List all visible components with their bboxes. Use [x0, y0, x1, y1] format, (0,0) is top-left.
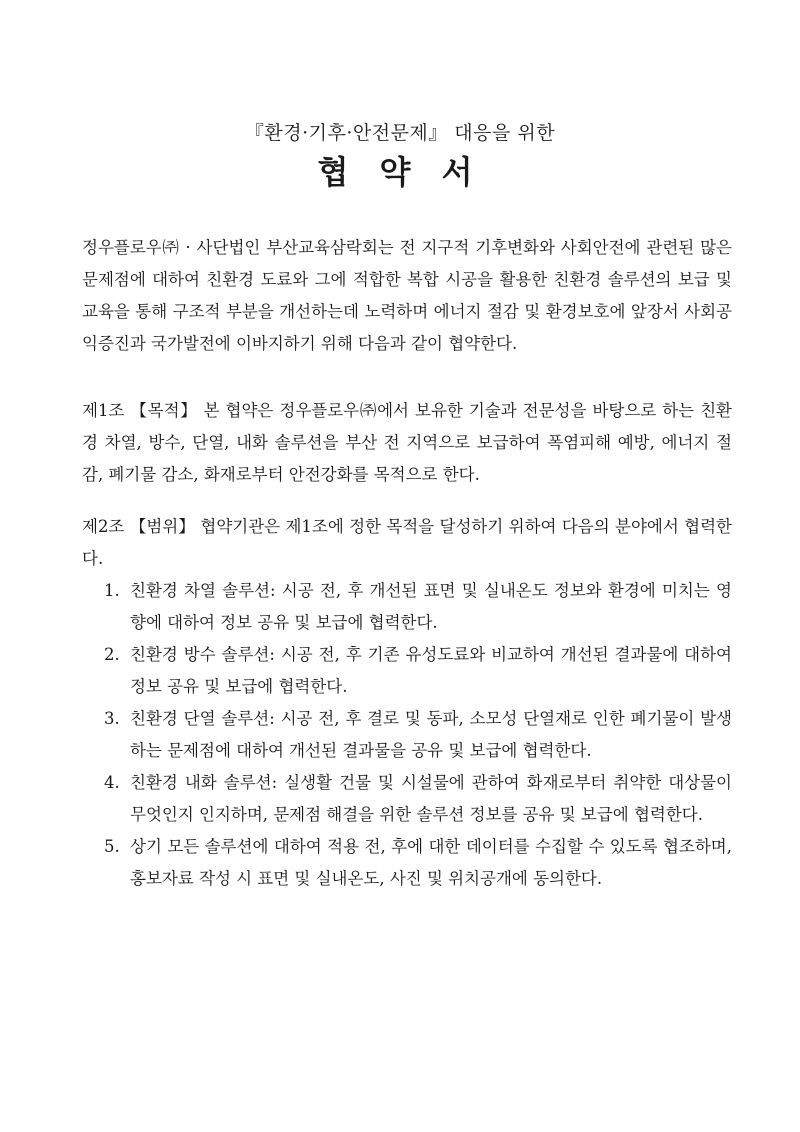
list-item [104, 575, 732, 639]
list-item-number: 1. [104, 581, 120, 600]
list-item-text: 친환경 내화 솔루션: 실생활 건물 및 시설물에 관하여 화재로부터 취약한 대상물이 무엇인지 인지하며, 문제점 해결을 위한 솔루션 정보를 공유 및 보급에 협력한다. [130, 773, 732, 824]
document-body [82, 232, 732, 915]
list-item [104, 703, 732, 767]
article-2-intro [82, 511, 732, 575]
list-item-text: 친환경 방수 솔루션: 시공 전, 후 기존 유성도료와 비교하여 개선된 결과물에 대하여 정보 공유 및 보급에 협력한다. [130, 645, 732, 696]
document-title: 협 약 서 [317, 153, 483, 191]
article-1-text: 본 협약은 정우플로우㈜에서 보유한 기술과 전문성을 바탕으로 하는 친환경 차열, 방수, 단열, 내화 솔루션을 부산 전 지역으로 보급하여 폭염피해 예방, 에너지 절감, 폐기물 감소, 화재로부터 안전강화를 목적으로 한다. [82, 401, 732, 484]
list-item-number: 4. [104, 773, 120, 792]
article-1-heading: 제1조 【목적】 [82, 401, 198, 420]
article-2-list [82, 575, 732, 895]
document-header [0, 118, 800, 194]
preamble-paragraph: 정우플로우㈜ · 사단법인 부산교육삼락회는 전 지구적 기후변화와 사회안전에 관련된 많은 문제점에 대하여 친환경 도료와 그에 적합한 복합 시공을 활용한 친환경 솔루션의 보급 및 교육을 통해 구조적 부분을 개선하는데 노력하며 에너지 절감 및 환경보호에 앞장서 사회공익증진과 국가발전에 이바지하기 위해 다음과 같이 협약한다. [82, 238, 732, 353]
list-item [104, 639, 732, 703]
list-item-number: 2. [104, 645, 120, 664]
list-item-text: 친환경 차열 솔루션: 시공 전, 후 개선된 표면 및 실내온도 정보와 환경에 미치는 영향에 대하여 정보 공유 및 보급에 협력한다. [130, 581, 732, 632]
list-item-text: 상기 모든 솔루션에 대하여 적용 전, 후에 대한 데이터를 수집할 수 있도록 협조하며, 홍보자료 작성 시 표면 및 실내온도, 사진 및 위치공개에 동의한다. [130, 837, 732, 888]
article-2-heading: 제2조 【범위】 [82, 517, 195, 536]
article-2 [82, 511, 732, 895]
list-item-text: 친환경 단열 솔루션: 시공 전, 후 결로 및 동파, 소모성 단열재로 인한 폐기물이 발생하는 문제점에 대하여 개선된 결과물을 공유 및 보급에 협력한다. [130, 709, 732, 760]
document-subtitle: 『환경·기후·안전문제』 대응을 위한 [244, 122, 556, 144]
list-item [104, 831, 732, 895]
list-item [104, 767, 732, 831]
list-item-number: 3. [104, 709, 120, 728]
list-item-number: 5. [104, 837, 120, 856]
article-1 [82, 395, 732, 491]
article-2-text: 협약기관은 제1조에 정한 목적을 달성하기 위하여 다음의 분야에서 협력한다. [82, 517, 732, 568]
